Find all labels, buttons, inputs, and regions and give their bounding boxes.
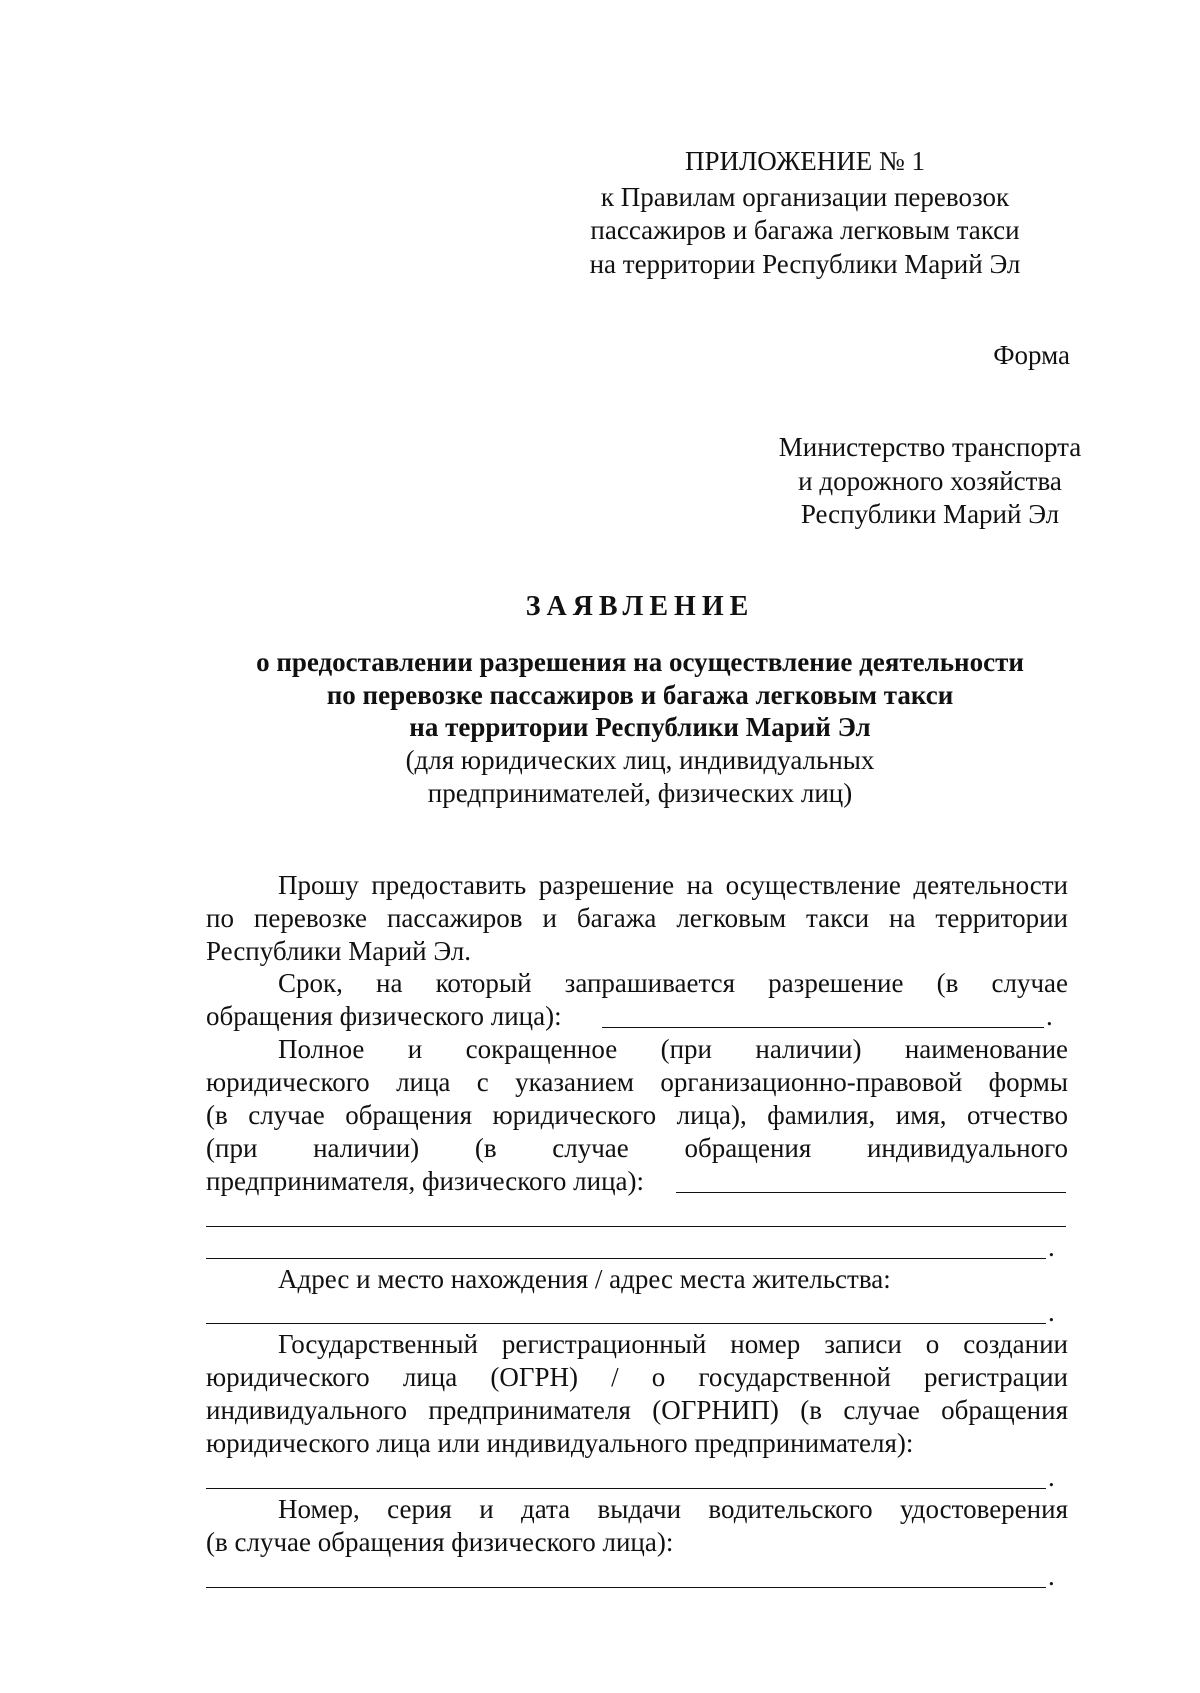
appendix-line-2: пассажиров и багажа легковым такси — [590, 215, 1020, 245]
addressee-line-2: и дорожного хозяйства — [798, 466, 1062, 496]
appendix-line-1: к Правилам организации перевозок — [600, 182, 1010, 212]
name-blank-field-3 — [206, 1258, 1046, 1259]
ogrn-period: . — [1048, 1462, 1055, 1492]
appendix-title: ПРИЛОЖЕНИЕ № 1 — [684, 146, 926, 176]
term-line-2: обращения физического лица): — [206, 1001, 562, 1031]
appendix-line-3: на территории Республики Марий Эл — [589, 249, 1021, 279]
subtitle-line-5: предпринимателей, физических лиц) — [427, 778, 853, 808]
request-line-1: Прошу предоставить разрешение на осуществление деятельности — [278, 870, 1068, 900]
subtitle-line-3: на территории Республики Марий Эл — [409, 712, 871, 742]
address-blank-field — [206, 1323, 1046, 1324]
subtitle-line-1: о предоставлении разрешения на осуществление деятельности — [256, 647, 1024, 677]
term-period: . — [1046, 1001, 1053, 1031]
term-blank-field — [602, 1027, 1044, 1028]
name-blank-field-2 — [206, 1226, 1066, 1227]
name-period: . — [1048, 1232, 1055, 1262]
name-line-2: юридического лица с указанием организационно-правовой формы — [206, 1067, 1068, 1097]
license-line-2: (в случае обращения физического лица): — [206, 1527, 674, 1557]
name-line-3: (в случае обращения юридического лица), фамилия, имя, отчество — [206, 1100, 1068, 1130]
license-line-1: Номер, серия и дата выдачи водительского удостоверения — [278, 1494, 1068, 1524]
name-line-4: (при наличии) (в случае обращения индивидуального — [206, 1133, 1068, 1163]
ogrn-blank-field — [206, 1488, 1046, 1489]
ogrn-line-1: Государственный регистрационный номер записи о создании — [278, 1329, 1068, 1359]
subtitle-line-4: (для юридических лиц, индивидуальных — [405, 745, 875, 775]
request-line-2: по перевозке пассажиров и багажа легковым такси на территории — [206, 903, 1068, 933]
address-label: Адрес и место нахождения / адрес места жительства: — [278, 1264, 891, 1294]
document-title: ЗАЯВЛЕНИЕ — [525, 591, 755, 622]
ogrn-line-4: юридического лица или индивидуального предпринимателя): — [206, 1428, 914, 1458]
name-line-5: предпринимателя, физического лица): — [206, 1166, 644, 1196]
term-line-1: Срок, на который запрашивается разрешение (в случае — [278, 968, 1068, 998]
license-period: . — [1048, 1561, 1055, 1591]
addressee-line-1: Министерство транспорта — [778, 432, 1082, 462]
ogrn-line-2: юридического лица (ОГРН) / о государственной регистрации — [206, 1362, 1068, 1392]
subtitle-line-2: по перевозке пассажиров и багажа легковым такси — [326, 680, 954, 710]
form-label: Форма — [993, 340, 1070, 370]
addressee-line-3: Республики Марий Эл — [800, 499, 1060, 529]
ogrn-line-3: индивидуального предпринимателя (ОГРНИП) (в случае обращения — [206, 1395, 1068, 1425]
name-blank-field-1 — [676, 1192, 1066, 1193]
address-period: . — [1048, 1297, 1055, 1327]
name-line-1: Полное и сокращенное (при наличии) наименование — [278, 1034, 1068, 1064]
license-blank-field — [206, 1587, 1046, 1588]
request-line-3: Республики Марий Эл. — [206, 936, 472, 966]
